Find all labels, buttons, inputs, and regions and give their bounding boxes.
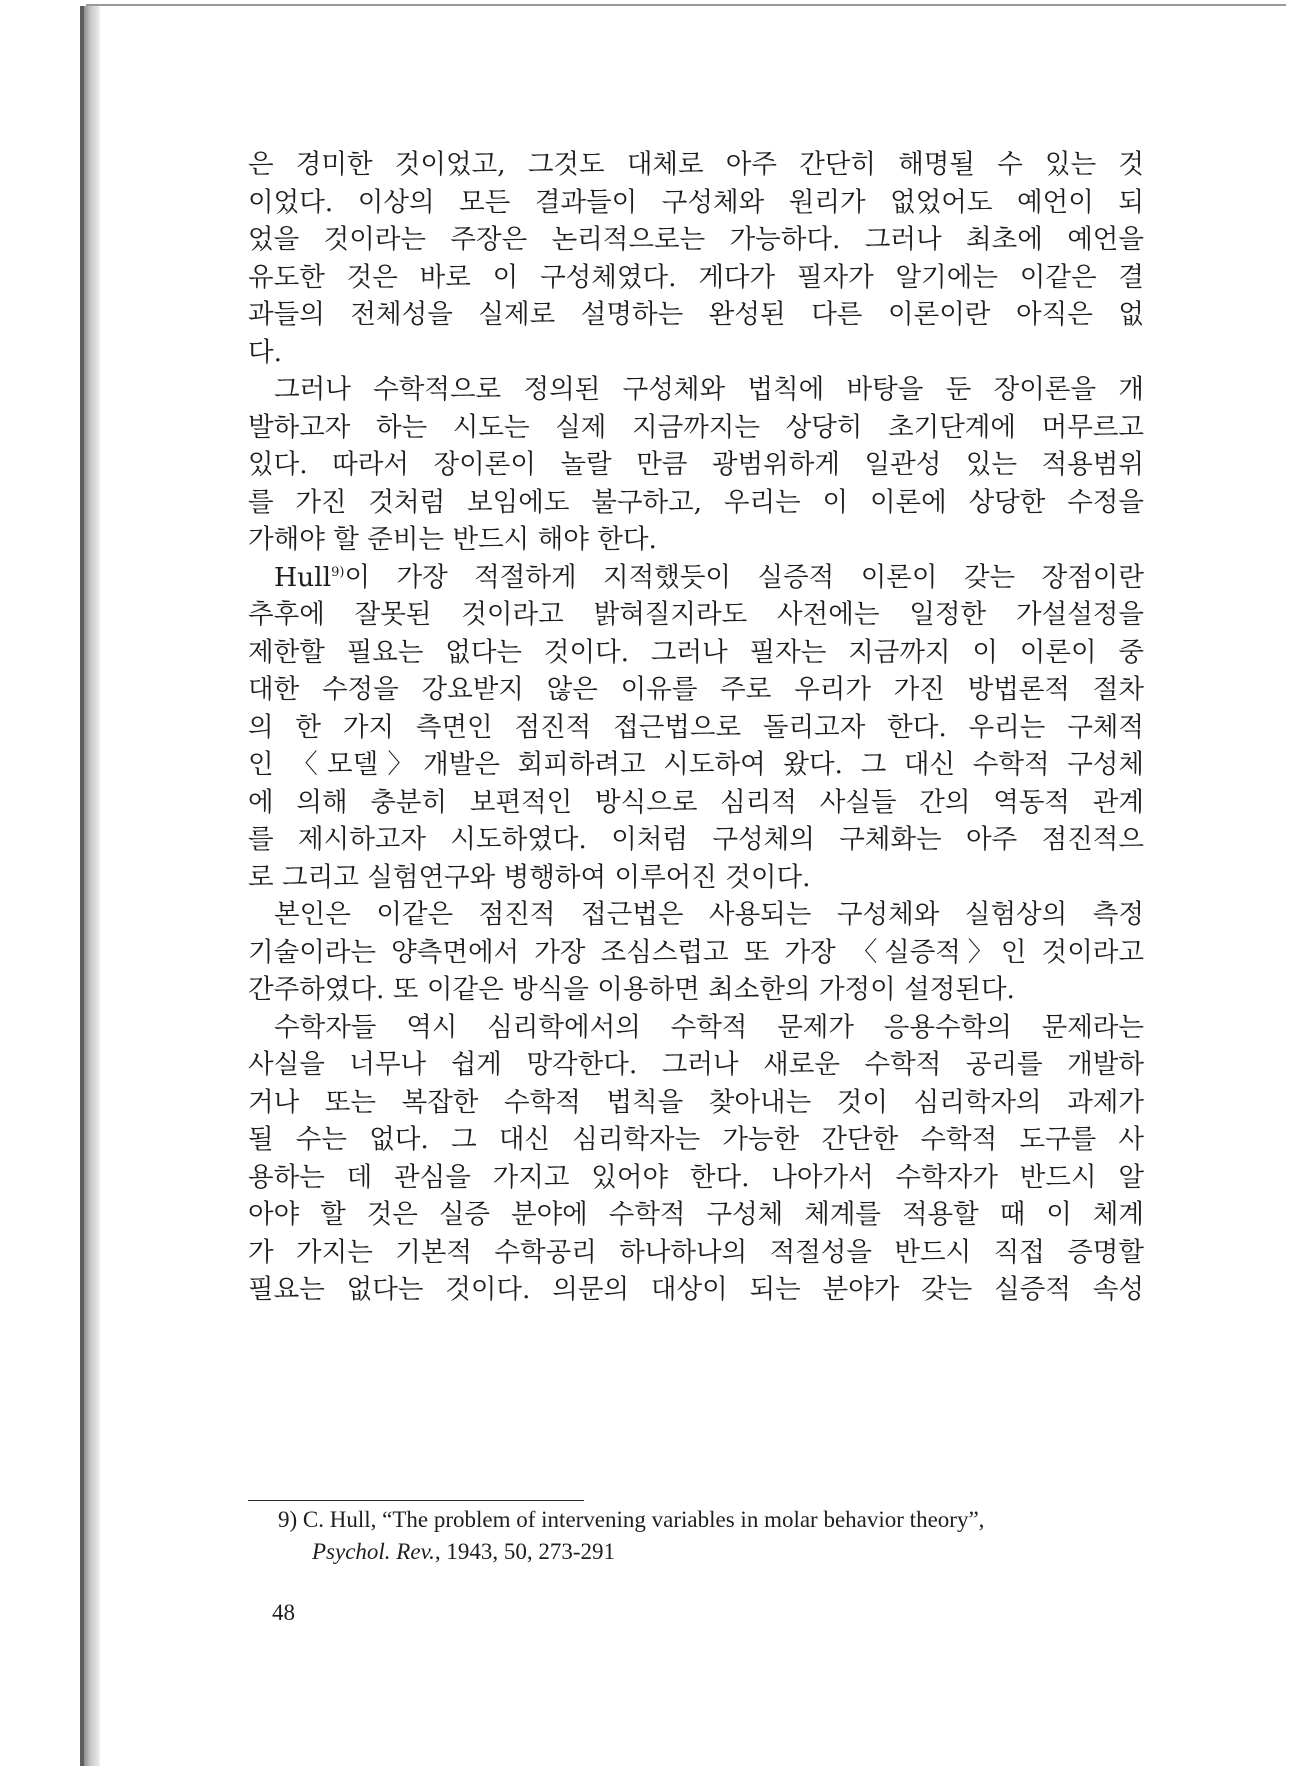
paragraph-start-line [248, 559, 1144, 597]
text-line: 었을 것이라는 주장은 논리적으로는 가능하다. 그러나 최초에 예언을 [248, 224, 1144, 255]
text-line: 제한할 필요는 없다는 것이다. 그러나 필자는 지금까지 이 이론이 중 [248, 636, 1144, 668]
text-line: 인 〈모델〉개발은 회피하려고 시도하여 왔다. 그 대신 수학적 구성체 [248, 749, 1144, 780]
text-line: 에 의해 충분히 보편적인 방식으로 심리적 사실들 간의 역동적 관계 [248, 786, 1144, 818]
text-line: 발하고자 하는 시도는 실제 지금까지는 상당히 초기단계에 머무르고 [248, 411, 1144, 443]
author-name: Hull [274, 561, 332, 593]
text-line: 필요는 없다는 것이다. 의문의 대상이 되는 분야가 갖는 실증적 속성 [248, 1274, 1144, 1305]
text-line: 거나 또는 복잡한 수학적 법칙을 찾아내는 것이 심리학자의 과제가 [248, 1086, 1144, 1118]
text-line: 사실을 너무나 쉽게 망각한다. 그러나 새로운 수학적 공리를 개발하 [248, 1049, 1144, 1080]
footnote-line [278, 1536, 1144, 1568]
page-number: 48 [272, 1600, 295, 1625]
text-line: 가해야 할 준비는 반드시 해야 한다. [248, 524, 657, 555]
text-line: 를 제시하고자 시도하였다. 이처럼 구성체의 구체화는 아주 점진적으 [248, 824, 1144, 855]
text-line: 를 가진 것처럼 보임에도 불구하고, 우리는 이 이론에 상당한 수정을 [248, 486, 1144, 518]
text-line: 의 한 가지 측면인 점진적 접근법으로 돌리고자 한다. 우리는 구체적 [248, 711, 1144, 743]
text-line: 대한 수정을 강요받지 않은 이유를 주로 우리가 가진 방법론적 절차 [248, 674, 1144, 705]
text-line: 있다. 따라서 장이론이 놀랄 만큼 광범위하게 일관성 있는 적용범위 [248, 449, 1144, 480]
text-line: 로 그리고 실험연구와 병행하여 이루어진 것이다. [248, 861, 811, 893]
journal-title: Psychol. Rev. [312, 1539, 435, 1564]
text-line: 용하는 데 관심을 가지고 있어야 한다. 나아가서 수학자가 반드시 알 [248, 1161, 1144, 1193]
text-line: 유도한 것은 바로 이 구성체였다. 게다가 필자가 알기에는 이같은 결 [248, 261, 1144, 293]
text-line: 가 가지는 기본적 수학공리 하나하나의 적절성을 반드시 직접 증명할 [248, 1236, 1144, 1268]
text-line: 추후에 잘못된 것이라고 밝혀질지라도 사전에는 일정한 가설설정을 [248, 599, 1144, 630]
text-line: 아야 할 것은 실증 분야에 수학적 구성체 체계를 적용할 때 이 체계 [248, 1199, 1144, 1230]
body-text [248, 146, 1144, 1309]
footnote-marker: 9) [331, 564, 345, 580]
footnote-line: 9) C. Hull, “The problem of intervening variables in molar behavior theory”, [278, 1507, 985, 1532]
book-spine-shadow [84, 6, 100, 1766]
text-line: 될 수는 없다. 그 대신 심리학자는 가능한 간단한 수학적 도구를 사 [248, 1124, 1144, 1155]
text-line: 다. [248, 336, 283, 368]
text-line-rest: 이 가장 적절하게 지적했듯이 실증적 이론이 갖는 장점이란 [344, 561, 1144, 593]
paragraph-start-line: 그러나 수학적으로 정의된 구성체와 법칙에 바탕을 둔 장이론을 개 [274, 374, 1144, 405]
text-line: 기술이라는 양측면에서 가장 조심스럽고 또 가장 〈실증적〉인 것이라고 [248, 936, 1144, 968]
text-line: 은 경미한 것이었고, 그것도 대체로 아주 간단히 해명될 수 있는 것 [248, 149, 1144, 180]
paragraph-start-line: 수학자들 역시 심리학에서의 수학적 문제가 응용수학의 문제라는 [274, 1011, 1144, 1043]
text-line: 과들의 전체성을 실제로 설명하는 완성된 다른 이론이란 아직은 없 [248, 299, 1144, 330]
paragraph-start-line: 본인은 이같은 점진적 접근법은 사용되는 구성체와 실험상의 측정 [274, 899, 1144, 930]
citation-details: , 1943, 50, 273-291 [434, 1539, 615, 1564]
page-top-edge [86, 4, 1286, 6]
text-line: 간주하였다. 또 이같은 방식을 이용하면 최소한의 가정이 설정된다. [248, 974, 1015, 1005]
footnote [278, 1504, 1144, 1568]
text-line: 이었다. 이상의 모든 결과들이 구성체와 원리가 없었어도 예언이 되 [248, 186, 1144, 218]
footnote-divider [248, 1500, 584, 1501]
